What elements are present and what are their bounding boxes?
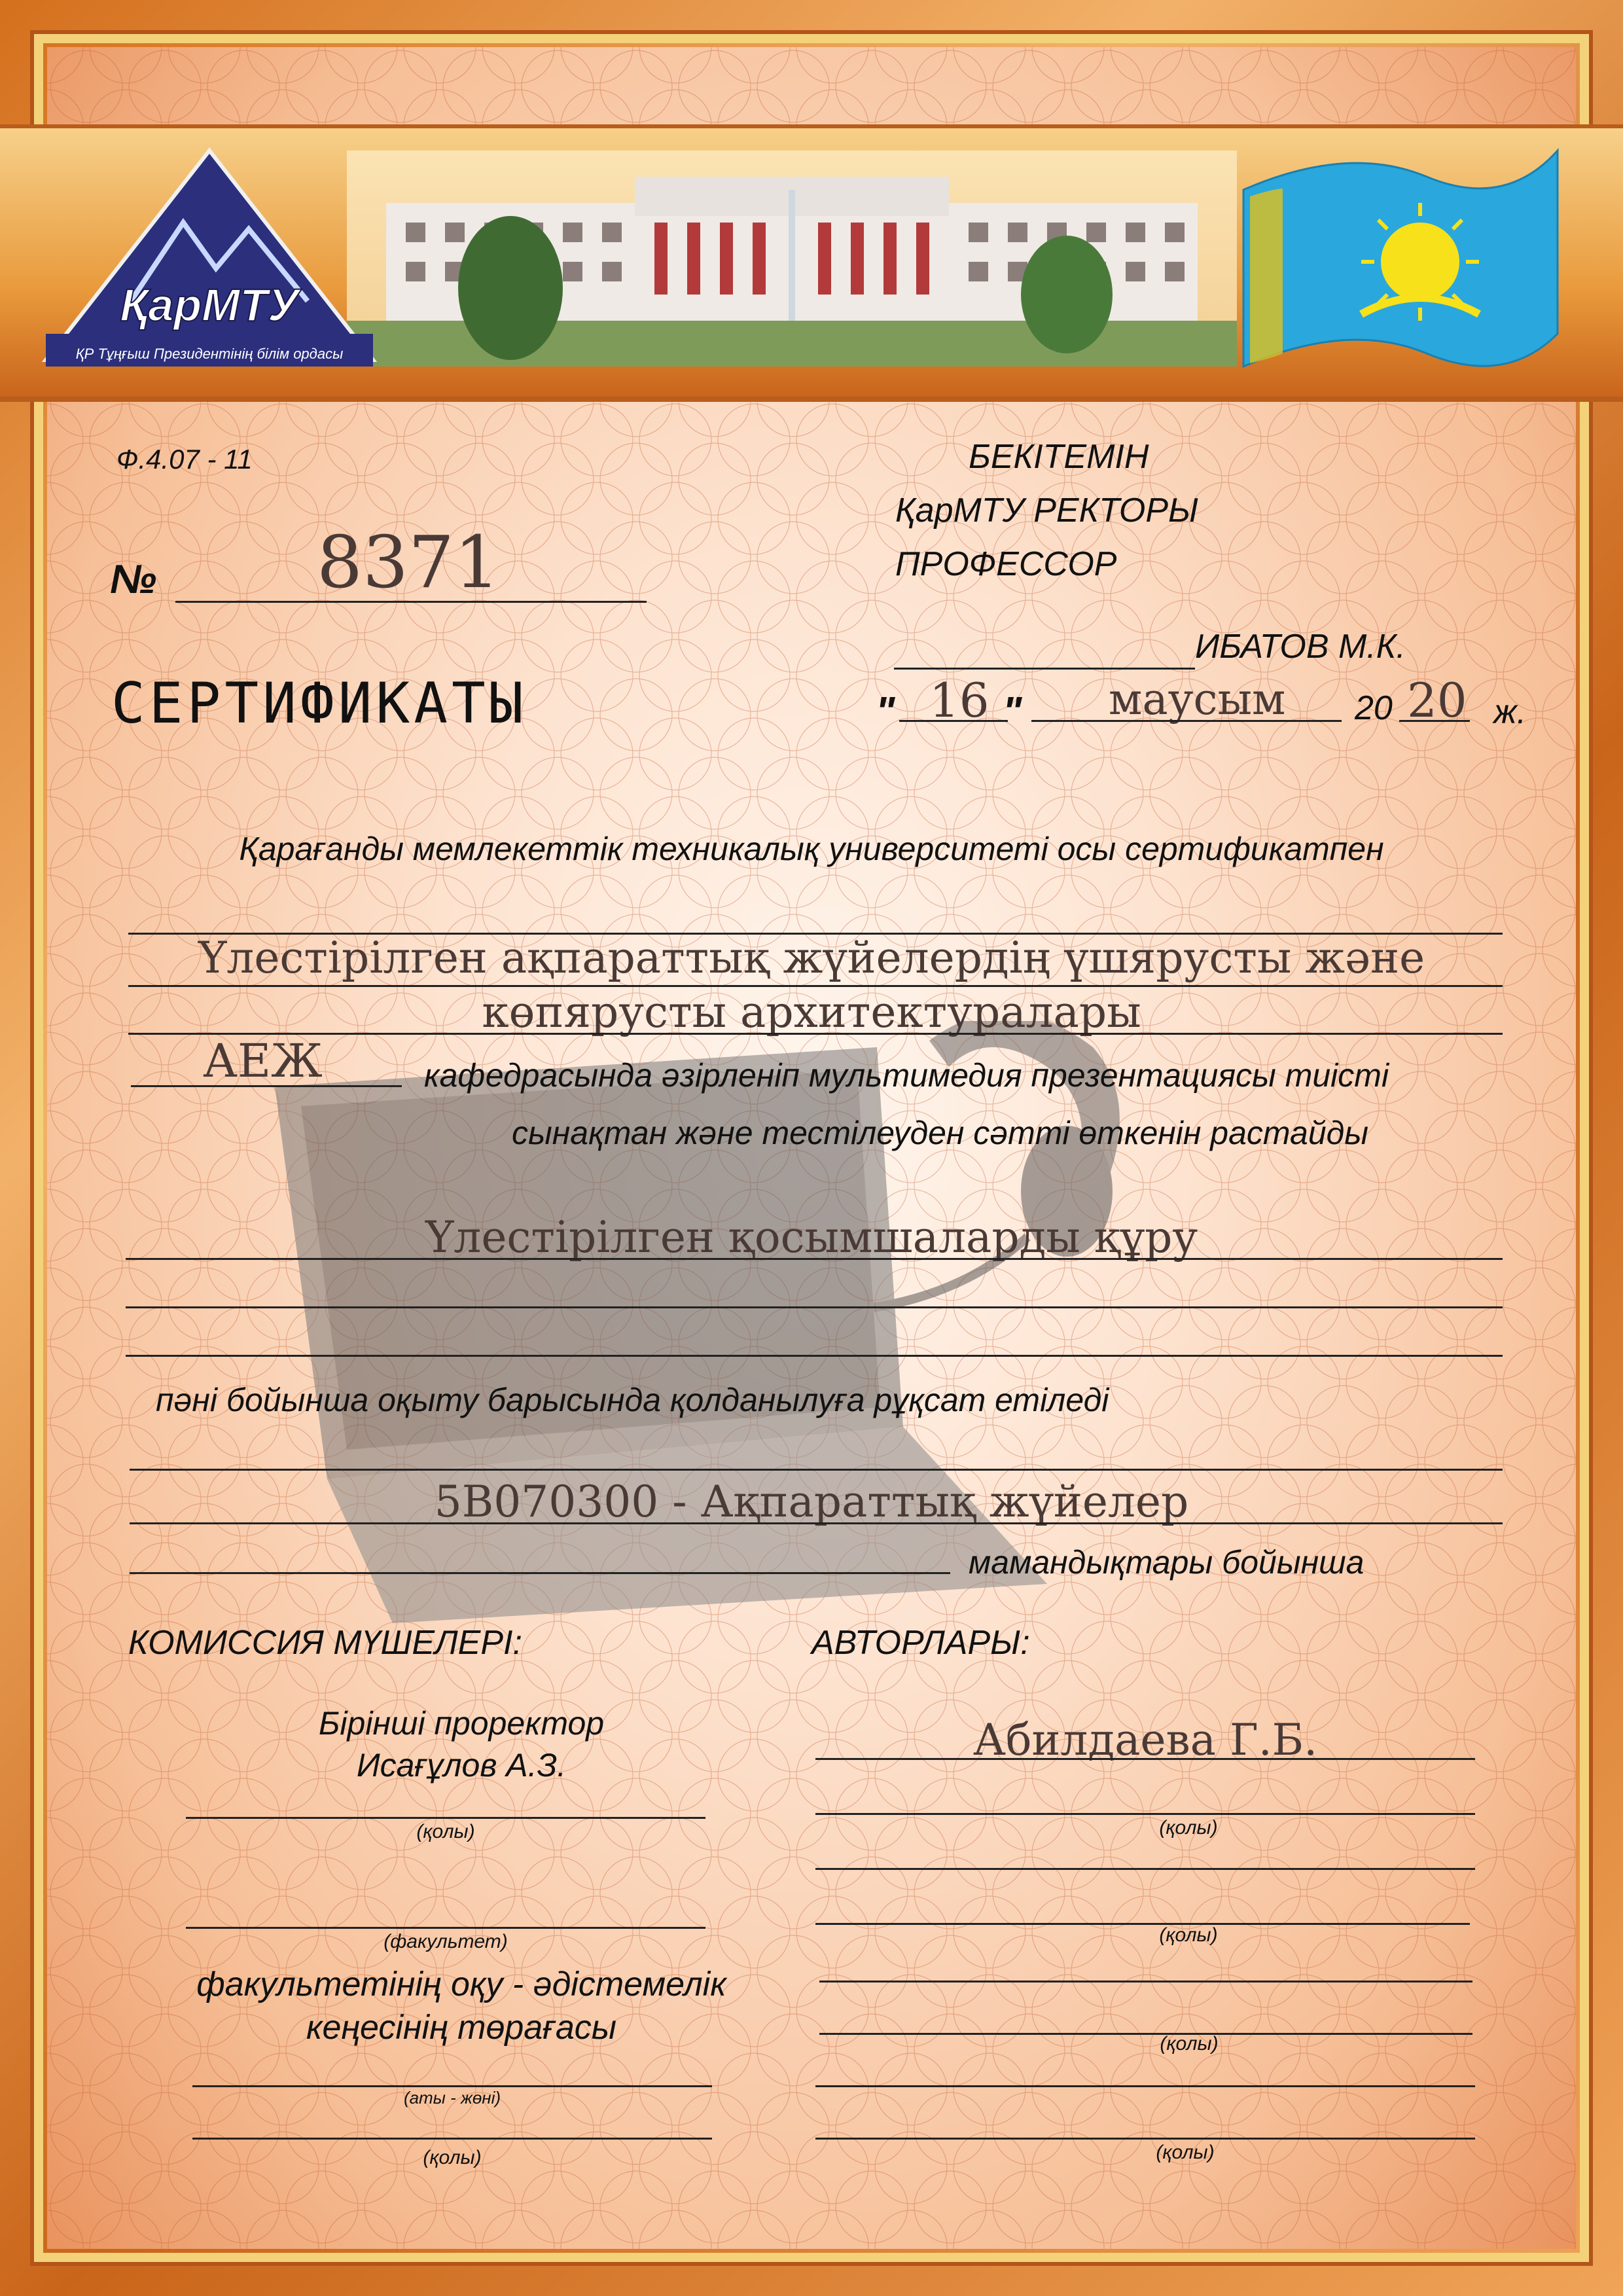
- presentation-title-line-1: Үлестірілген ақпараттық жүйелердің үшярусты және: [198, 933, 1425, 983]
- year-suffix: ж.: [1493, 693, 1527, 731]
- author-line-1: [815, 1758, 1475, 1760]
- author-signature-1: (қолы): [1159, 1817, 1218, 1839]
- tested-text: сынақтан және тестілеуден сәтті өткенін растайды: [512, 1115, 1369, 1151]
- rule-4: [126, 1258, 1503, 1260]
- rule-9: [130, 1572, 950, 1574]
- approve-label: БЕКІТЕМІН: [969, 438, 1149, 476]
- author-signature-4: (қолы): [1156, 2142, 1215, 2163]
- document-title: СЕРТИФИКАТЫ: [111, 671, 527, 736]
- commission-signature-line: [186, 1817, 705, 1819]
- rule-6: [126, 1355, 1503, 1357]
- certificate-number: 8371: [317, 520, 500, 604]
- author-1-name: Абилдаева Г.Б.: [972, 1715, 1318, 1765]
- svg-text:ҚР Тұңғыш Президентінің білім: ҚР Тұңғыш Президентінің білім ордасы: [75, 346, 344, 362]
- commission-member-name: Исағұлов А.З.: [356, 1747, 567, 1784]
- date-year: 20: [1407, 673, 1467, 728]
- campus-photo: [347, 151, 1237, 367]
- department-text: кафедрасында әзірленіп мультимедия презентациясы тиісті: [424, 1057, 1389, 1094]
- department-line: [131, 1085, 402, 1087]
- author-line-5: [819, 1981, 1472, 1982]
- council-signature-label: (қолы): [423, 2147, 482, 2168]
- date-quote-open: ": [876, 689, 895, 734]
- author-signature-3: (қолы): [1160, 2033, 1219, 2054]
- specialty-name: 5В070300 - Ақпараттық жүйелер: [434, 1477, 1189, 1527]
- council-signature-line: [192, 2138, 712, 2140]
- commission-signature-label: (қолы): [416, 1821, 475, 1842]
- specialty-text: мамандықтары бойынша: [969, 1544, 1364, 1581]
- svg-text:ҚарМТУ: ҚарМТУ: [120, 279, 299, 331]
- author-line-7: [815, 2085, 1475, 2087]
- commission-heading: КОМИССИЯ МҮШЕЛЕРІ:: [128, 1624, 522, 1662]
- council-text-2: кеңесінің төрағасы: [306, 2009, 617, 2047]
- number-sign: №: [110, 557, 157, 602]
- form-code: Ф.4.07 - 11: [116, 444, 253, 475]
- subject-text: пәні бойынша оқыту барысында қолданылуға рұқсат етіледі: [156, 1382, 1109, 1418]
- faculty-line: [186, 1927, 705, 1929]
- rule-5: [126, 1306, 1503, 1308]
- karmtu-logo: [33, 144, 386, 380]
- kazakhstan-flag-icon: [1230, 137, 1571, 380]
- council-text-1: факультетінің оқу - әдістемелік: [196, 1965, 726, 2003]
- fullname-label: (аты - жөні): [403, 2088, 501, 2108]
- presentation-title-line-2: көпярусты архитектуралары: [482, 987, 1141, 1037]
- rector-label: ҚарМТУ РЕКТОРЫ: [895, 492, 1199, 529]
- month-line: [1031, 720, 1342, 722]
- author-line-2: [815, 1813, 1475, 1815]
- rector-signature-line: [894, 668, 1195, 670]
- council-name-line: [192, 2085, 712, 2087]
- date-quote-close: ": [1003, 689, 1022, 734]
- rule-8: [130, 1522, 1503, 1524]
- rule-7: [130, 1469, 1503, 1471]
- date-month: маусым: [1109, 674, 1286, 725]
- authors-heading: АВТОРЛАРЫ:: [812, 1624, 1030, 1662]
- author-line-8: [815, 2138, 1475, 2140]
- year-prefix: 20: [1355, 689, 1393, 727]
- subject-name: Үлестірілген қосымшаларды құру: [425, 1212, 1198, 1263]
- intro-text: Қарағанды мемлекеттік техникалық университеті осы сертификатпен: [239, 831, 1384, 867]
- commission-position: Бірінші проректор: [318, 1705, 605, 1742]
- date-day: 16: [929, 673, 990, 728]
- day-line: [899, 720, 1008, 722]
- rector-name: ИБАТОВ М.К.: [1195, 628, 1406, 666]
- rule-3: [128, 1033, 1503, 1035]
- department-code: АЕЖ: [203, 1034, 323, 1088]
- year-line: [1399, 720, 1470, 722]
- professor-label: ПРОФЕССОР: [895, 545, 1117, 583]
- number-line: [175, 601, 647, 603]
- author-signature-2: (қолы): [1159, 1924, 1218, 1946]
- author-line-3: [815, 1868, 1475, 1870]
- faculty-label: (факультет): [383, 1931, 508, 1952]
